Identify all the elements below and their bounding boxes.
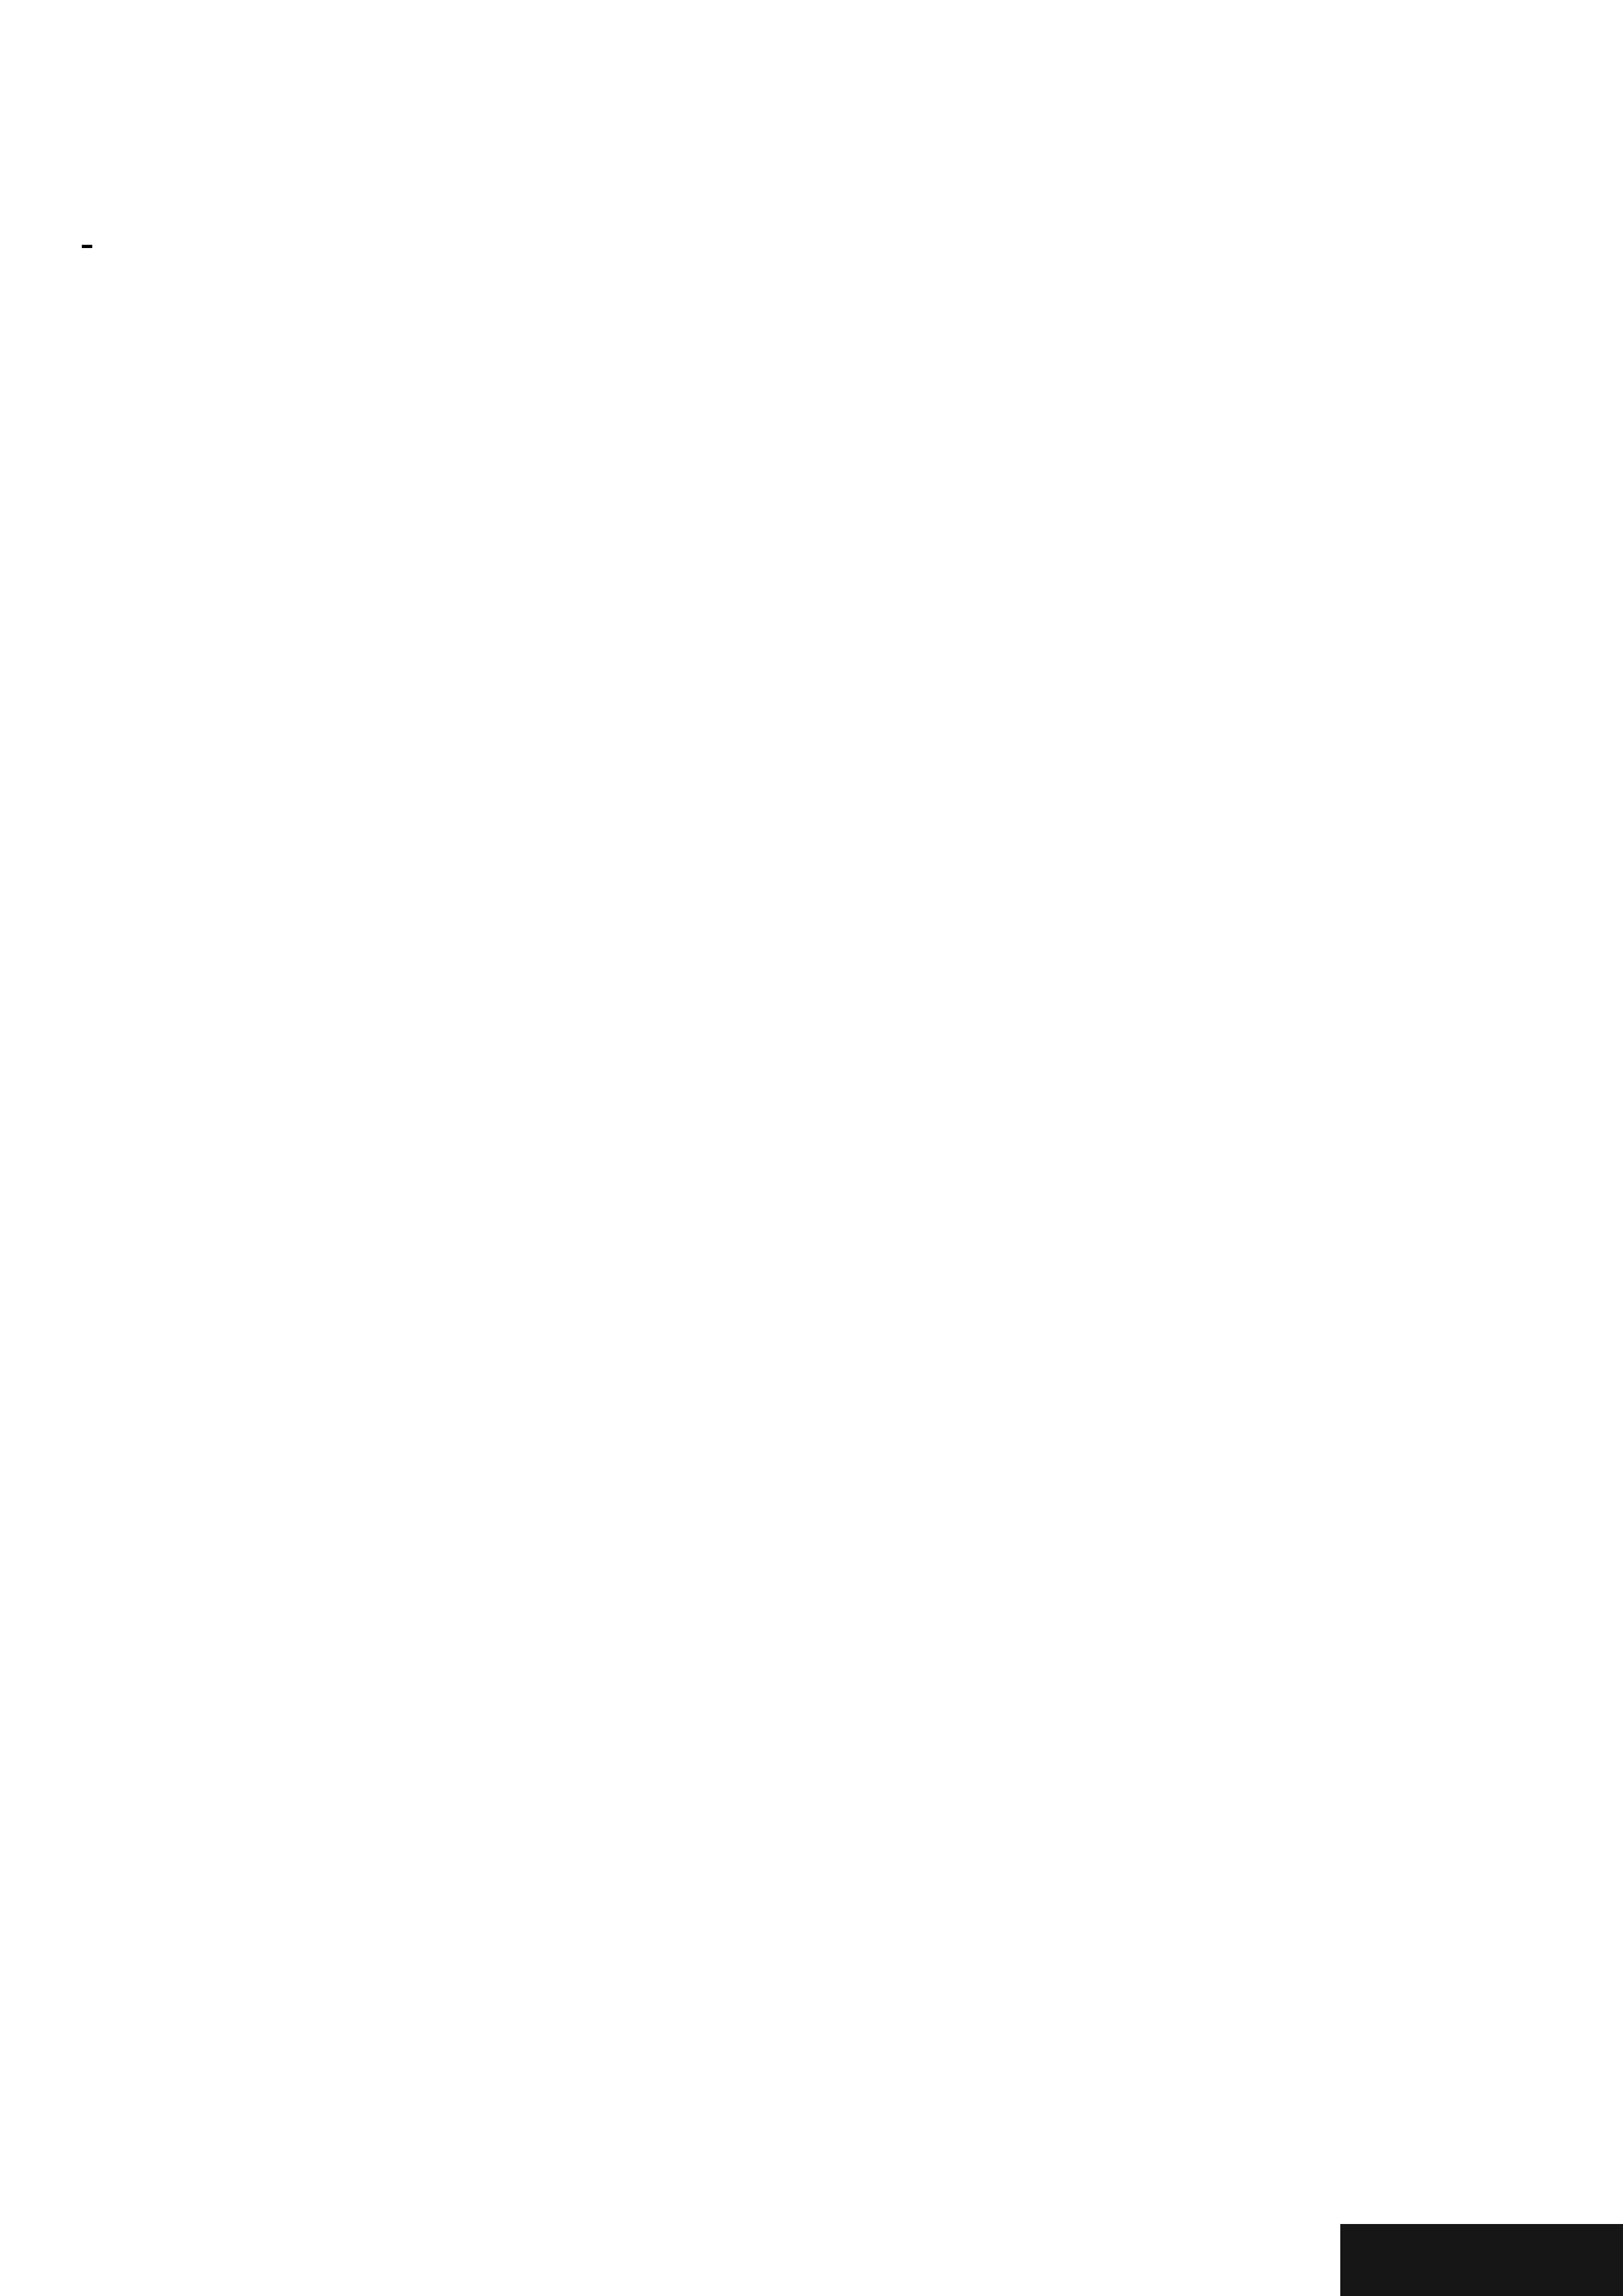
key-signature: [69, 243, 92, 249]
time-signature-bottom: [82, 248, 92, 249]
site-watermark: [1340, 2224, 1623, 2296]
time-signature-top: [82, 243, 92, 248]
time-signature: [82, 243, 92, 249]
